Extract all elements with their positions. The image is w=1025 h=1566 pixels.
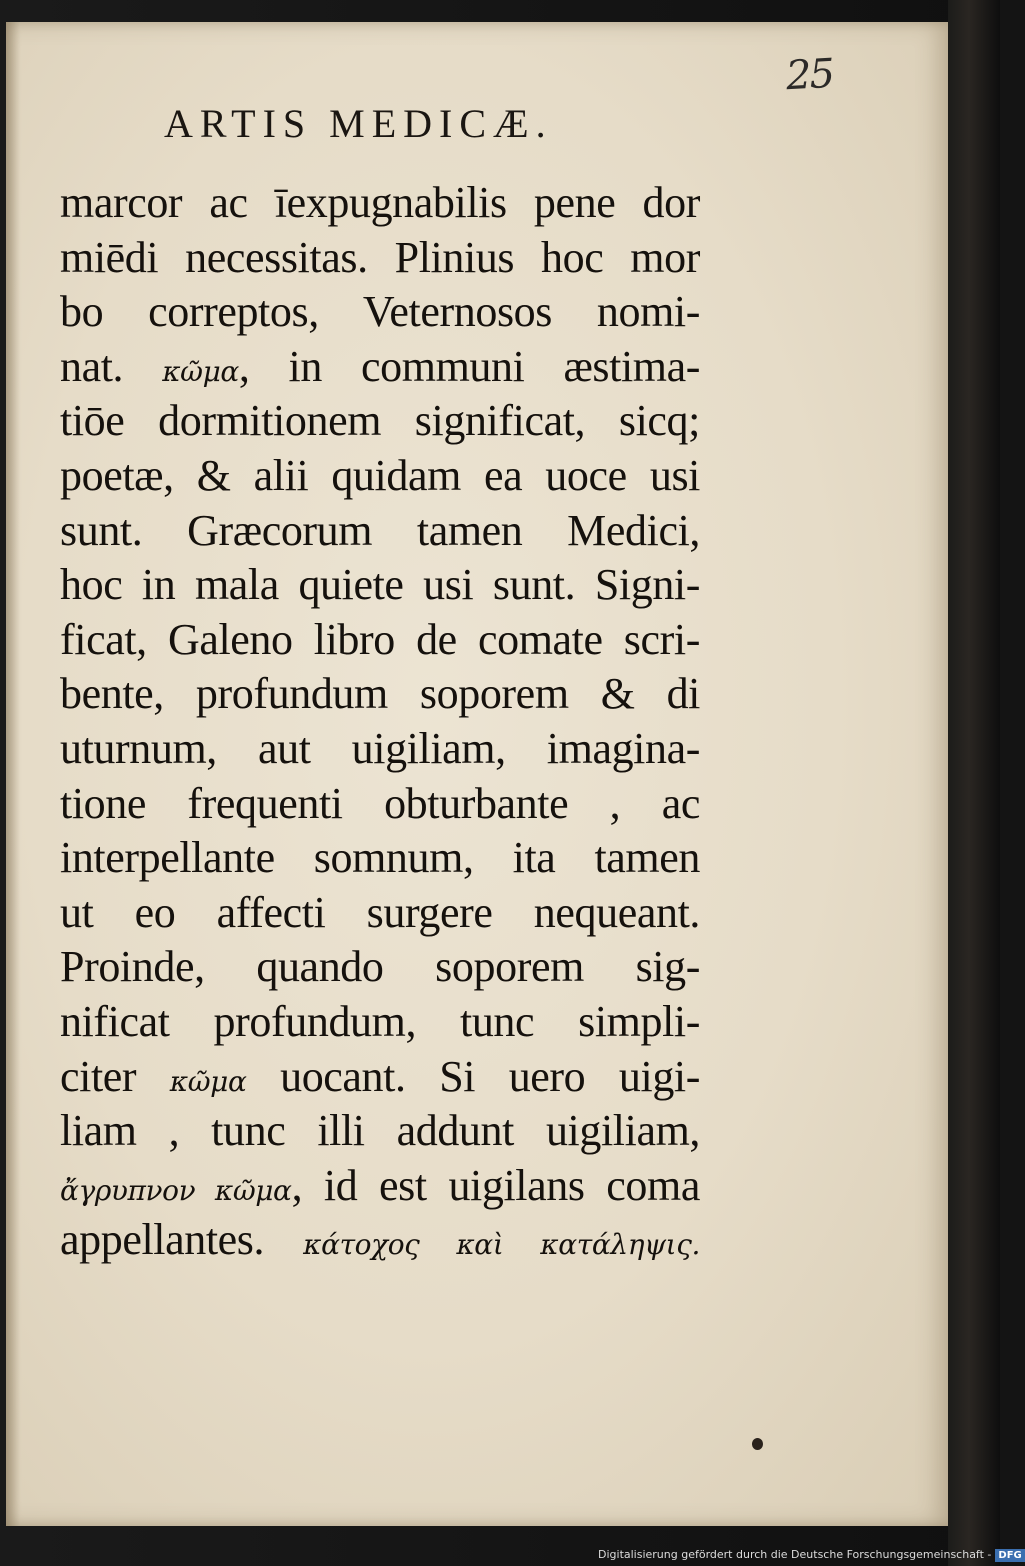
page-gutter-shadow bbox=[6, 22, 20, 1526]
latin-text: interpellante somnum, ita tamen bbox=[60, 833, 700, 883]
latin-text: poetæ, & alii quidam ea uoce usi bbox=[60, 450, 700, 500]
text-line bbox=[60, 340, 700, 395]
latin-text: tiōe dormitionem significat, sicq; bbox=[60, 396, 700, 446]
text-line bbox=[60, 176, 700, 231]
latin-text: ut eo affecti surgere nequeant. bbox=[60, 887, 700, 937]
text-line bbox=[60, 886, 700, 941]
credit-text: Digitalisierung gefördert durch die Deutsche Forschungsgemeinschaft - bbox=[598, 1548, 992, 1561]
text-line bbox=[60, 394, 700, 449]
book-page bbox=[6, 22, 948, 1526]
body-text bbox=[60, 176, 700, 1268]
text-line bbox=[60, 667, 700, 722]
text-line bbox=[60, 995, 700, 1050]
text-line bbox=[60, 831, 700, 886]
latin-text: bo correptos, Veternosos nomi- bbox=[60, 287, 700, 337]
greek-term: κῶμα bbox=[162, 354, 239, 388]
text-line bbox=[60, 1159, 700, 1214]
text-line bbox=[60, 504, 700, 559]
text-line bbox=[60, 777, 700, 832]
digitization-credit bbox=[598, 1548, 1025, 1562]
greek-term: ἄγρυπνον κῶμα bbox=[60, 1173, 292, 1207]
latin-text: sunt. Græcorum tamen Medici, bbox=[60, 505, 700, 555]
latin-text: uocant. Si uero uigi- bbox=[246, 1051, 700, 1101]
dfg-logo: DFG bbox=[995, 1549, 1024, 1562]
latin-text: nat. bbox=[60, 341, 163, 391]
folio-number: 25 bbox=[784, 50, 835, 100]
text-line bbox=[60, 1213, 700, 1268]
latin-text: Proinde, quando soporem sig- bbox=[60, 942, 700, 992]
latin-text: tione frequenti obturbante , ac bbox=[60, 778, 700, 828]
text-line bbox=[60, 613, 700, 668]
latin-text: ficat, Galeno libro de comate scri- bbox=[60, 614, 700, 664]
latin-text: , in communi æstima- bbox=[238, 341, 700, 391]
latin-text: uturnum, aut uigiliam, imagina- bbox=[60, 723, 700, 773]
latin-text: marcor ac īexpugnabilis pene dor bbox=[60, 178, 700, 227]
running-head: ARTIS MEDICÆ. bbox=[164, 101, 553, 146]
text-line bbox=[60, 449, 700, 504]
text-line bbox=[60, 285, 700, 340]
latin-text: liam , tunc illi addunt uigiliam, bbox=[60, 1106, 700, 1156]
greek-term: κῶμα bbox=[169, 1064, 247, 1098]
latin-text: bente, profundum soporem & di bbox=[60, 669, 700, 719]
latin-text: citer bbox=[60, 1051, 170, 1101]
text-line bbox=[60, 1050, 700, 1105]
adjacent-page-edge bbox=[948, 0, 1000, 1566]
text-line bbox=[60, 722, 700, 777]
ink-spot bbox=[752, 1438, 763, 1450]
text-line bbox=[60, 1104, 700, 1159]
latin-text: hoc in mala quiete usi sunt. Signi- bbox=[60, 560, 700, 610]
latin-text: appellantes. bbox=[60, 1215, 304, 1265]
latin-text: nificat profundum, tunc simpli- bbox=[60, 996, 700, 1046]
latin-text: , id est uigilans coma bbox=[291, 1160, 700, 1210]
text-line bbox=[60, 231, 700, 286]
text-line bbox=[60, 940, 700, 995]
latin-text: miēdi necessitas. Plinius hoc mor bbox=[60, 232, 700, 282]
text-line bbox=[60, 558, 700, 613]
greek-term: κάτοχος καὶ κατάληψις. bbox=[303, 1228, 700, 1262]
